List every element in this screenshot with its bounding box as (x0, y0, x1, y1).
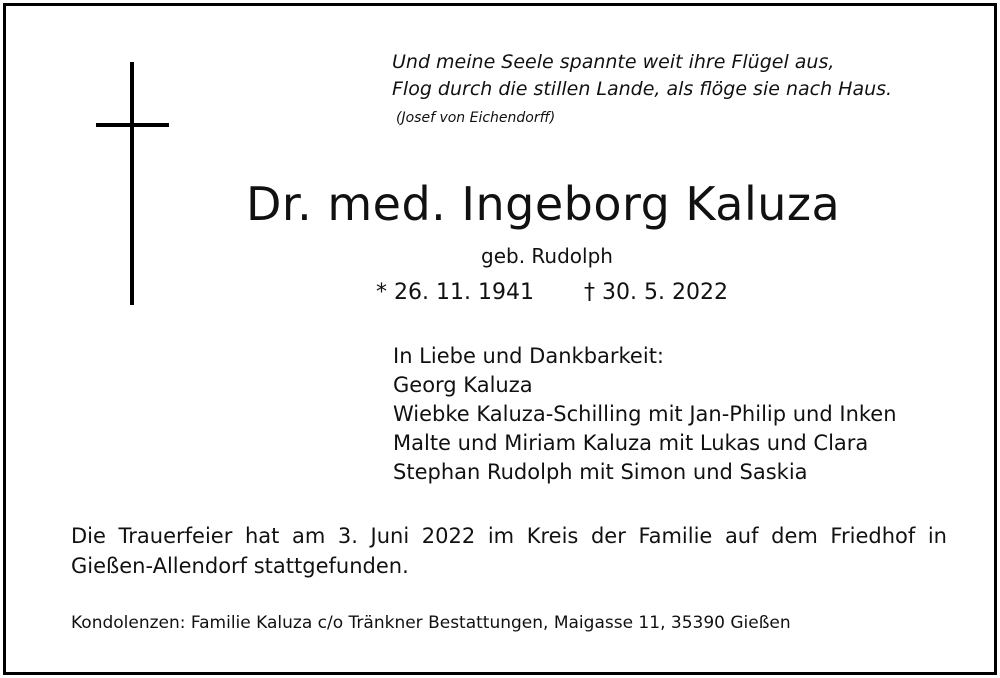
mourner-item: Wiebke Kaluza-Schilling mit Jan-Philip und Inken (393, 402, 897, 426)
mourners-list (393, 342, 897, 487)
obituary-frame (3, 3, 997, 675)
funeral-notice: Die Trauerfeier hat am 3. Juni 2022 im Kreis der Familie auf dem Friedhof in Gießen-Allendorf stattgefunden. (71, 524, 947, 578)
mourner-item: Malte und Miriam Kaluza mit Lukas und Clara (393, 431, 869, 455)
birth-date: * 26. 11. 1941 (376, 280, 534, 305)
cross-vertical-bar (130, 62, 134, 305)
cross-horizontal-bar (96, 123, 169, 127)
maiden-name: geb. Rudolph (481, 244, 613, 268)
mourners-intro: In Liebe und Dankbarkeit: (393, 344, 665, 368)
poem-line-2: Flog durch die stillen Lande, als flöge sie nach Haus. (392, 78, 893, 100)
mourner-item: Georg Kaluza (393, 373, 533, 397)
condolences-address: Kondolenzen: Familie Kaluza c/o Tränkner Bestattungen, Maigasse 11, 35390 Gießen (71, 613, 791, 633)
deceased-name: Dr. med. Ingeborg Kaluza (246, 177, 841, 231)
mourner-item: Stephan Rudolph mit Simon und Saskia (393, 460, 808, 484)
poem-line-1: Und meine Seele spannte weit ihre Flügel aus, (392, 51, 835, 73)
poem-source: (Josef von Eichendorff) (396, 110, 556, 126)
death-date: † 30. 5. 2022 (584, 280, 728, 305)
poem-quote (392, 49, 892, 103)
